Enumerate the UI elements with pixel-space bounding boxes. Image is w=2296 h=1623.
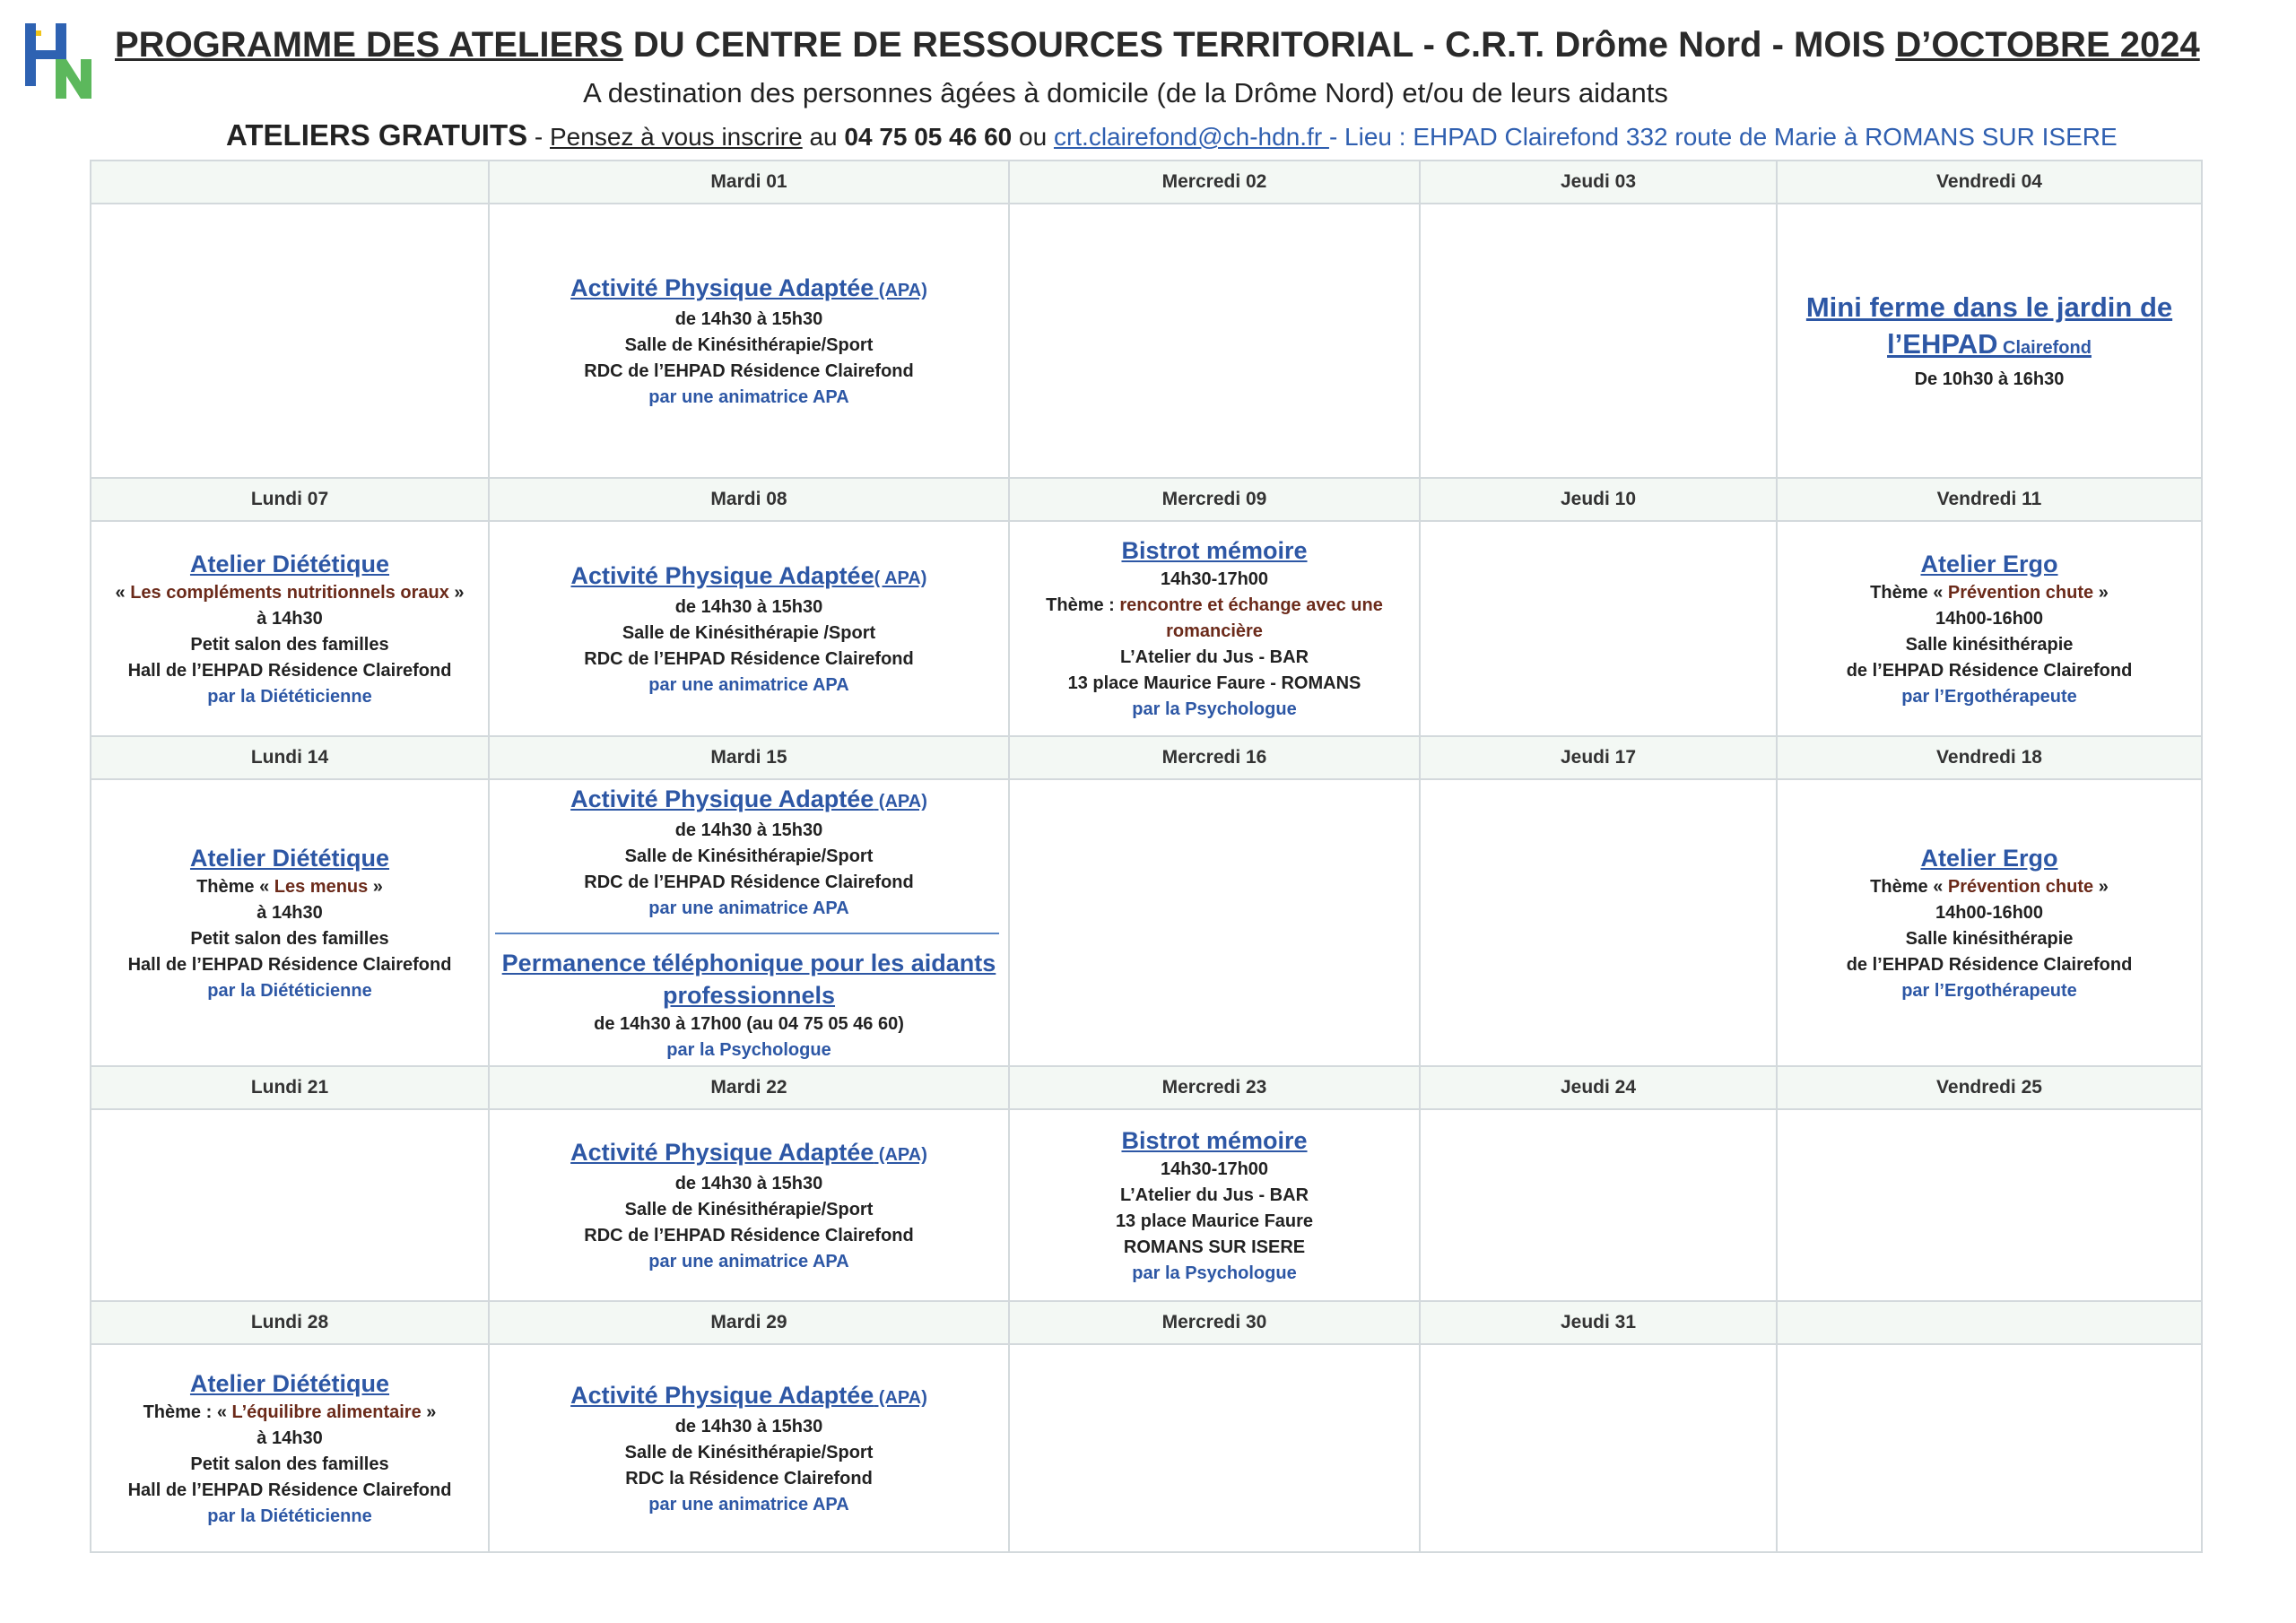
day-cell bbox=[91, 1344, 489, 1552]
event-presenter: par la Psychologue bbox=[1132, 699, 1297, 719]
theme-prefix: Thème : bbox=[1046, 595, 1120, 615]
event-title bbox=[1015, 1124, 1413, 1157]
event-block bbox=[1010, 533, 1419, 725]
info-sep-1: - bbox=[527, 123, 550, 151]
register-text: Pensez à vous inscrire bbox=[550, 123, 803, 151]
event-block bbox=[91, 1366, 488, 1532]
event-presenter: par une animatrice APA bbox=[648, 898, 849, 918]
event-detail: de 14h30 à 15h30 bbox=[674, 308, 823, 329]
day-cell bbox=[1420, 1344, 1777, 1552]
week-row bbox=[91, 521, 2202, 736]
event-title-text: Bistrot mémoire bbox=[1121, 1126, 1308, 1154]
event-separator bbox=[495, 933, 999, 934]
title-part-2: DU CENTRE DE RESSOURCES TERRITORIAL - C.R.T. Drôme Nord - MOIS bbox=[622, 25, 1896, 65]
day-cell bbox=[1777, 204, 2202, 478]
week-row bbox=[91, 1344, 2202, 1552]
day-header: Jeudi 24 bbox=[1420, 1066, 1777, 1109]
event-detail: à 14h30 bbox=[257, 1428, 323, 1448]
event-title-tag: Clairefond bbox=[1997, 338, 2092, 358]
day-cell bbox=[1777, 521, 2202, 736]
title-part-1: PROGRAMME DES ATELIERS bbox=[115, 25, 623, 65]
theme-suffix: » bbox=[421, 1402, 437, 1422]
week-header-row bbox=[91, 736, 2202, 779]
free-label: ATELIERS GRATUITS bbox=[226, 118, 528, 152]
event-detail: RDC de l’EHPAD Résidence Clairefond bbox=[584, 1225, 914, 1245]
event-title-text: Activité Physique Adaptée bbox=[570, 1138, 874, 1166]
day-cell bbox=[91, 1109, 489, 1301]
event-detail: de 14h30 à 15h30 bbox=[674, 596, 823, 617]
event-title-text: Atelier Ergo bbox=[1920, 844, 2058, 872]
theme-text: Prévention chute bbox=[1947, 582, 2094, 603]
event-presenter: par une animatrice APA bbox=[648, 1251, 849, 1271]
event-presenter: par la Diététicienne bbox=[207, 1506, 372, 1526]
day-cell bbox=[91, 779, 489, 1066]
event-presenter: par la Psychologue bbox=[666, 1039, 831, 1060]
event-detail: 14h00-16h00 bbox=[1935, 902, 2044, 923]
event-theme bbox=[1015, 593, 1413, 645]
day-cell bbox=[1009, 204, 1420, 478]
event-block bbox=[490, 1134, 1008, 1277]
event-block bbox=[490, 1377, 1008, 1520]
event-detail: à 14h30 bbox=[257, 608, 323, 629]
event-presenter: par la Diététicienne bbox=[207, 980, 372, 1001]
event-detail: Hall de l’EHPAD Résidence Clairefond bbox=[127, 660, 452, 681]
event-detail: Salle de Kinésithérapie/Sport bbox=[624, 1442, 874, 1462]
theme-text: rencontre et échange avec une romancière bbox=[1119, 595, 1383, 641]
event-title bbox=[1015, 534, 1413, 567]
event-title-text: Permanence téléphonique pour les aidants professionnels bbox=[501, 949, 996, 1009]
day-cell bbox=[1420, 521, 1777, 736]
event-title bbox=[97, 548, 483, 580]
theme-prefix: « bbox=[115, 582, 131, 603]
event-detail: Hall de l’EHPAD Résidence Clairefond bbox=[127, 954, 452, 975]
day-cell bbox=[1009, 521, 1420, 736]
day-header: Jeudi 03 bbox=[1420, 161, 1777, 204]
day-header: Vendredi 04 bbox=[1777, 161, 2202, 204]
day-header: Jeudi 31 bbox=[1420, 1301, 1777, 1344]
day-cell bbox=[1777, 1344, 2202, 1552]
event-title bbox=[495, 947, 1003, 1011]
event-detail: RDC de l’EHPAD Résidence Clairefond bbox=[584, 872, 914, 892]
event-detail: 14h30-17h00 bbox=[1160, 569, 1269, 589]
day-header: Mardi 01 bbox=[489, 161, 1009, 204]
day-cell bbox=[1420, 204, 1777, 478]
day-header bbox=[1777, 1301, 2202, 1344]
event-title bbox=[1783, 289, 2196, 367]
theme-suffix: » bbox=[368, 876, 383, 897]
info-sep-2: - bbox=[1328, 123, 1345, 151]
event-detail: RDC de l’EHPAD Résidence Clairefond bbox=[584, 360, 914, 381]
day-cell bbox=[489, 204, 1009, 478]
event-block bbox=[490, 558, 1008, 700]
day-header: Lundi 28 bbox=[91, 1301, 489, 1344]
location-text: Lieu : EHPAD Clairefond 332 route de Marie à ROMANS SUR ISERE bbox=[1344, 123, 2118, 151]
day-header: Vendredi 11 bbox=[1777, 478, 2202, 521]
day-header: Mercredi 30 bbox=[1009, 1301, 1420, 1344]
event-detail: 13 place Maurice Faure bbox=[1115, 1211, 1314, 1231]
day-cell bbox=[1420, 1109, 1777, 1301]
phone-number: 04 75 05 46 60 bbox=[844, 123, 1013, 151]
event-presenter: par l’Ergothérapeute bbox=[1901, 686, 2077, 707]
event-title-text: Bistrot mémoire bbox=[1121, 537, 1308, 564]
day-cell bbox=[1420, 779, 1777, 1066]
event-title-tag: (APA) bbox=[874, 791, 927, 812]
event-detail: Salle kinésithérapie bbox=[1905, 928, 2074, 949]
info-ou: ou bbox=[1012, 123, 1054, 151]
event-detail: de 14h30 à 15h30 bbox=[674, 820, 823, 840]
theme-suffix: » bbox=[448, 582, 465, 603]
theme-text: Les menus bbox=[274, 876, 369, 897]
theme-prefix: Thème : « bbox=[143, 1402, 232, 1422]
event-theme bbox=[1783, 580, 2196, 606]
event-title-text: Atelier Ergo bbox=[1920, 550, 2058, 577]
theme-prefix: Thème « bbox=[1870, 876, 1948, 897]
day-cell bbox=[1009, 1344, 1420, 1552]
event-title bbox=[495, 272, 1003, 307]
theme-text: Les compléments nutritionnels oraux bbox=[130, 582, 449, 603]
day-cell bbox=[489, 1109, 1009, 1301]
event-detail: à 14h30 bbox=[257, 902, 323, 923]
day-header: Vendredi 18 bbox=[1777, 736, 2202, 779]
event-title bbox=[495, 783, 1003, 818]
event-detail: Hall de l’EHPAD Résidence Clairefond bbox=[127, 1480, 452, 1500]
calendar-table bbox=[90, 160, 2203, 1553]
event-theme bbox=[97, 874, 483, 900]
event-detail: de 14h30 à 17h00 (au 04 75 05 46 60) bbox=[594, 1013, 904, 1034]
day-cell bbox=[489, 779, 1009, 1066]
event-title bbox=[1783, 548, 2196, 580]
event-detail: de 14h30 à 15h30 bbox=[674, 1416, 823, 1436]
event-detail: Petit salon des familles bbox=[190, 1454, 389, 1474]
event-presenter: par l’Ergothérapeute bbox=[1901, 980, 2077, 1001]
info-au: au bbox=[802, 123, 845, 151]
day-header: Mercredi 02 bbox=[1009, 161, 1420, 204]
day-cell bbox=[1777, 1109, 2202, 1301]
week-header-row bbox=[91, 1066, 2202, 1109]
day-cell bbox=[91, 521, 489, 736]
event-detail: Petit salon des familles bbox=[190, 634, 389, 655]
email-link[interactable]: crt.clairefond@ch-hdn.fr bbox=[1053, 123, 1329, 151]
day-cell bbox=[1009, 779, 1420, 1066]
event-theme bbox=[97, 1400, 483, 1426]
event-detail: de l’EHPAD Résidence Clairefond bbox=[1846, 660, 2133, 681]
theme-suffix: » bbox=[2093, 582, 2109, 603]
event-detail: de l’EHPAD Résidence Clairefond bbox=[1846, 954, 2133, 975]
event-title-text: Atelier Diététique bbox=[189, 1369, 390, 1397]
event-title-text: Activité Physique Adaptée bbox=[570, 273, 874, 301]
event-title bbox=[495, 560, 1003, 595]
event-title-tag: (APA) bbox=[874, 280, 927, 300]
theme-text: L’équilibre alimentaire bbox=[231, 1402, 422, 1422]
event-detail: ROMANS SUR ISERE bbox=[1123, 1237, 1306, 1257]
event-theme bbox=[1783, 874, 2196, 900]
event-title-text: Mini ferme dans le jardin de l’EHPAD bbox=[1805, 291, 2173, 360]
event-detail: Salle de Kinésithérapie /Sport bbox=[622, 622, 876, 643]
day-header: Mercredi 23 bbox=[1009, 1066, 1420, 1109]
day-header: Lundi 14 bbox=[91, 736, 489, 779]
week-row bbox=[91, 204, 2202, 478]
event-detail: L’Atelier du Jus - BAR bbox=[1119, 647, 1309, 667]
event-block bbox=[1778, 287, 2201, 395]
event-title bbox=[1783, 842, 2196, 874]
event-block bbox=[1010, 1123, 1419, 1289]
theme-text: Prévention chute bbox=[1947, 876, 2094, 897]
event-title bbox=[495, 1136, 1003, 1171]
event-presenter: par une animatrice APA bbox=[648, 674, 849, 695]
event-detail: Petit salon des familles bbox=[190, 928, 389, 949]
event-presenter: par une animatrice APA bbox=[648, 1494, 849, 1515]
event-theme bbox=[97, 580, 483, 606]
event-block bbox=[490, 945, 1008, 1065]
logo-accent bbox=[36, 30, 41, 36]
event-presenter: par la Diététicienne bbox=[207, 686, 372, 707]
day-header: Mardi 15 bbox=[489, 736, 1009, 779]
event-detail: 13 place Maurice Faure - ROMANS bbox=[1067, 673, 1361, 693]
event-block bbox=[490, 781, 1008, 924]
event-detail: De 10h30 à 16h30 bbox=[1914, 369, 2065, 389]
event-title-tag: (APA) bbox=[874, 1387, 927, 1408]
day-cell bbox=[91, 204, 489, 478]
day-cell bbox=[489, 521, 1009, 736]
week-header-row bbox=[91, 1301, 2202, 1344]
day-header: Mercredi 09 bbox=[1009, 478, 1420, 521]
event-detail: 14h00-16h00 bbox=[1935, 608, 2044, 629]
event-detail: 14h30-17h00 bbox=[1160, 1159, 1269, 1179]
theme-suffix: » bbox=[2093, 876, 2109, 897]
event-detail: Salle de Kinésithérapie/Sport bbox=[624, 846, 874, 866]
event-title-text: Atelier Diététique bbox=[189, 550, 390, 577]
day-header: Lundi 21 bbox=[91, 1066, 489, 1109]
week-header-row bbox=[91, 161, 2202, 204]
subtitle: A destination des personnes âgées à domicile (de la Drôme Nord) et/ou de leurs aidants bbox=[583, 77, 1668, 108]
theme-prefix: Thème « bbox=[1870, 582, 1948, 603]
event-title-tag: (APA) bbox=[874, 1144, 927, 1165]
event-detail: Salle de Kinésithérapie/Sport bbox=[624, 334, 874, 355]
event-title bbox=[495, 1379, 1003, 1414]
event-title-text: Activité Physique Adaptée bbox=[570, 561, 874, 589]
week-row bbox=[91, 1109, 2202, 1301]
logo-bar-right bbox=[56, 23, 66, 59]
day-header: Mercredi 16 bbox=[1009, 736, 1420, 779]
event-title bbox=[97, 1367, 483, 1400]
week-header-row bbox=[91, 478, 2202, 521]
day-header: Jeudi 10 bbox=[1420, 478, 1777, 521]
event-block bbox=[1778, 546, 2201, 712]
event-title-tag: ( APA) bbox=[874, 568, 927, 588]
week-row bbox=[91, 779, 2202, 1066]
event-detail: L’Atelier du Jus - BAR bbox=[1119, 1185, 1309, 1205]
event-title-text: Activité Physique Adaptée bbox=[570, 1381, 874, 1409]
day-cell bbox=[489, 1344, 1009, 1552]
event-title-text: Atelier Diététique bbox=[189, 844, 390, 872]
event-block bbox=[1778, 840, 2201, 1006]
day-header: Jeudi 17 bbox=[1420, 736, 1777, 779]
day-header: Lundi 07 bbox=[91, 478, 489, 521]
info-line bbox=[226, 118, 2271, 152]
event-presenter: par la Psychologue bbox=[1132, 1263, 1297, 1283]
title-part-3: D’OCTOBRE 2024 bbox=[1895, 25, 2200, 65]
day-cell bbox=[1777, 779, 2202, 1066]
day-header: Mardi 08 bbox=[489, 478, 1009, 521]
day-cell bbox=[1009, 1109, 1420, 1301]
page-title bbox=[115, 25, 2267, 65]
event-title bbox=[97, 842, 483, 874]
day-header bbox=[91, 161, 489, 204]
day-header: Vendredi 25 bbox=[1777, 1066, 2202, 1109]
event-block bbox=[91, 546, 488, 712]
event-detail: de 14h30 à 15h30 bbox=[674, 1173, 823, 1193]
event-detail: RDC de l’EHPAD Résidence Clairefond bbox=[584, 648, 914, 669]
event-title-text: Activité Physique Adaptée bbox=[570, 785, 874, 812]
event-presenter: par une animatrice APA bbox=[648, 386, 849, 407]
event-detail: RDC la Résidence Clairefond bbox=[625, 1468, 873, 1488]
day-header: Mardi 22 bbox=[489, 1066, 1009, 1109]
event-detail: Salle kinésithérapie bbox=[1905, 634, 2074, 655]
event-block bbox=[490, 270, 1008, 412]
event-detail: Salle de Kinésithérapie/Sport bbox=[624, 1199, 874, 1219]
theme-prefix: Thème « bbox=[196, 876, 274, 897]
day-header: Mardi 29 bbox=[489, 1301, 1009, 1344]
event-block bbox=[91, 840, 488, 1006]
